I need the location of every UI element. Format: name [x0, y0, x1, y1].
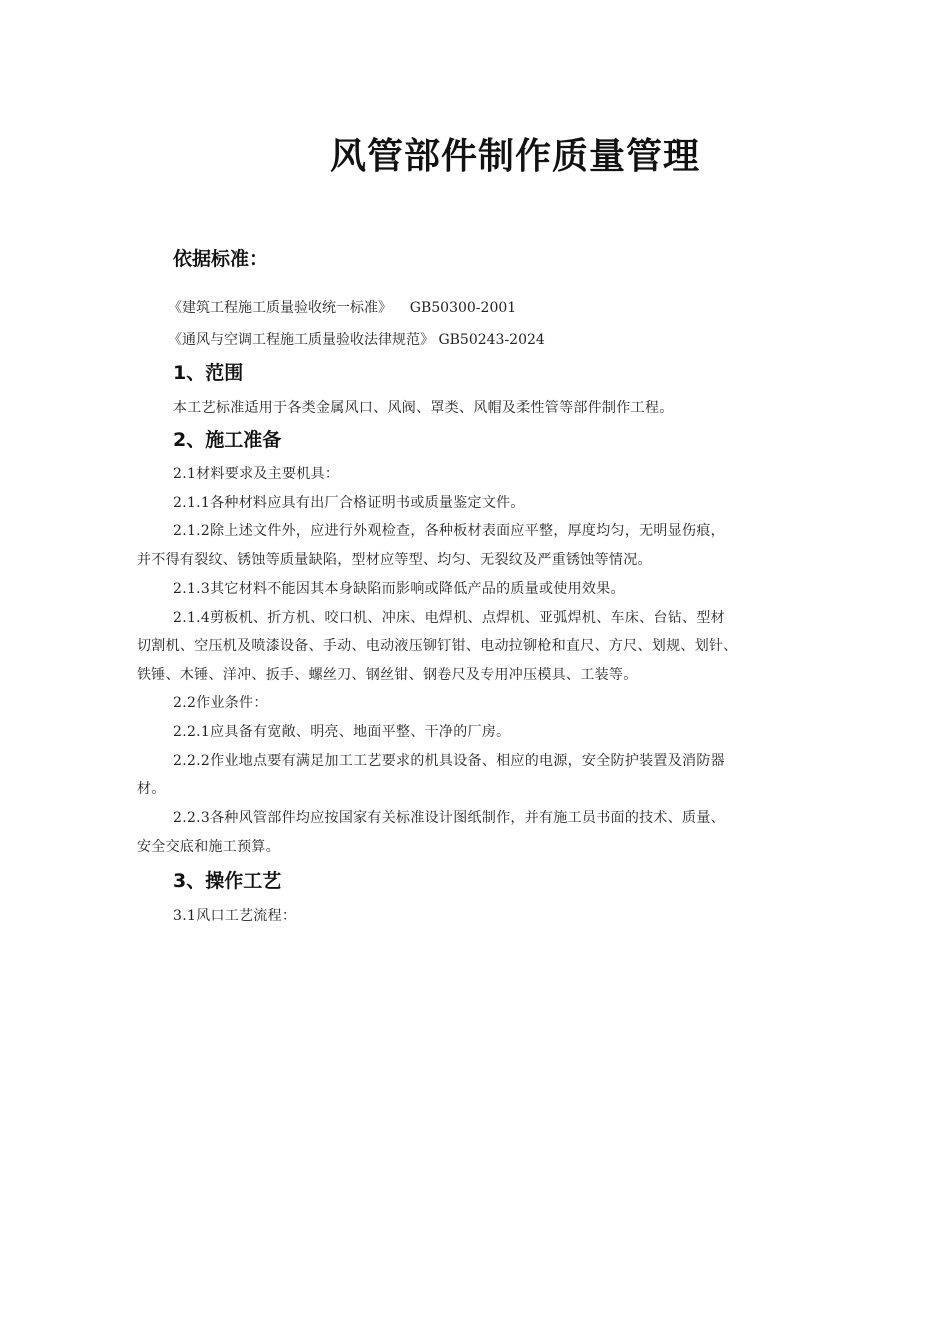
- paragraph: 2.1.3其它材料不能因其本身缺陷而影响或降低产品的质量或使用效果。: [173, 581, 625, 597]
- paragraph: 2.2作业条件：: [173, 695, 268, 711]
- section-heading-preparation: 2、施工准备: [173, 429, 282, 451]
- section-heading-operation: 3、操作工艺: [173, 870, 282, 892]
- paragraph: 2.1.4剪板机、折方机、咬口机、冲床、电焊机、点焊机、亚弧焊机、车床、台钻、型材: [173, 610, 725, 626]
- paragraph: 安全交底和施工预算。: [137, 839, 280, 855]
- standard-item: 《通风与空调工程施工质量验收法律规范》 GB50243-2024: [168, 332, 545, 348]
- paragraph: 本工艺标准适用于各类金属风口、风阀、罩类、风帽及柔性管等部件制作工程。: [173, 400, 674, 416]
- paragraph: 切割机、空压机及喷漆设备、手动、电动液压铆钉钳、电动拉铆枪和直尺、方尺、划规、划针、: [137, 638, 738, 654]
- paragraph: 材。: [137, 781, 166, 797]
- standard-item: 《建筑工程施工质量验收统一标准》 GB50300-2001: [168, 300, 517, 316]
- paragraph: 2.2.1应具备有宽敞、明亮、地面平整、干净的厂房。: [173, 724, 511, 740]
- paragraph: 2.2.2作业地点要有满足加工工艺要求的机具设备、相应的电源，安全防护装置及消防器: [173, 753, 725, 769]
- section-heading-scope: 1、范围: [173, 362, 244, 384]
- paragraph: 3.1风口工艺流程：: [173, 908, 297, 924]
- paragraph: 2.1材料要求及主要机具：: [173, 466, 340, 482]
- paragraph: 铁锤、木锤、洋冲、扳手、螺丝刀、钢丝钳、钢卷尺及专用冲压模具、工装等。: [137, 667, 638, 683]
- paragraph: 2.2.3各种风管部件均应按国家有关标准设计图纸制作，并有施工员书面的技术、质量、: [173, 810, 725, 826]
- document-title: 风管部件制作质量管理: [329, 136, 700, 177]
- basis-heading: 依据标准：: [173, 248, 269, 270]
- paragraph: 2.1.2除上述文件外，应进行外观检查，各种板材表面应平整，厚度均匀，无明显伤痕，: [173, 523, 725, 539]
- paragraph: 2.1.1各种材料应具有出厂合格证明书或质量鉴定文件。: [173, 495, 525, 511]
- paragraph: 并不得有裂纹、锈蚀等质量缺陷，型材应等型、均匀、无裂纹及严重锈蚀等情况。: [137, 552, 652, 568]
